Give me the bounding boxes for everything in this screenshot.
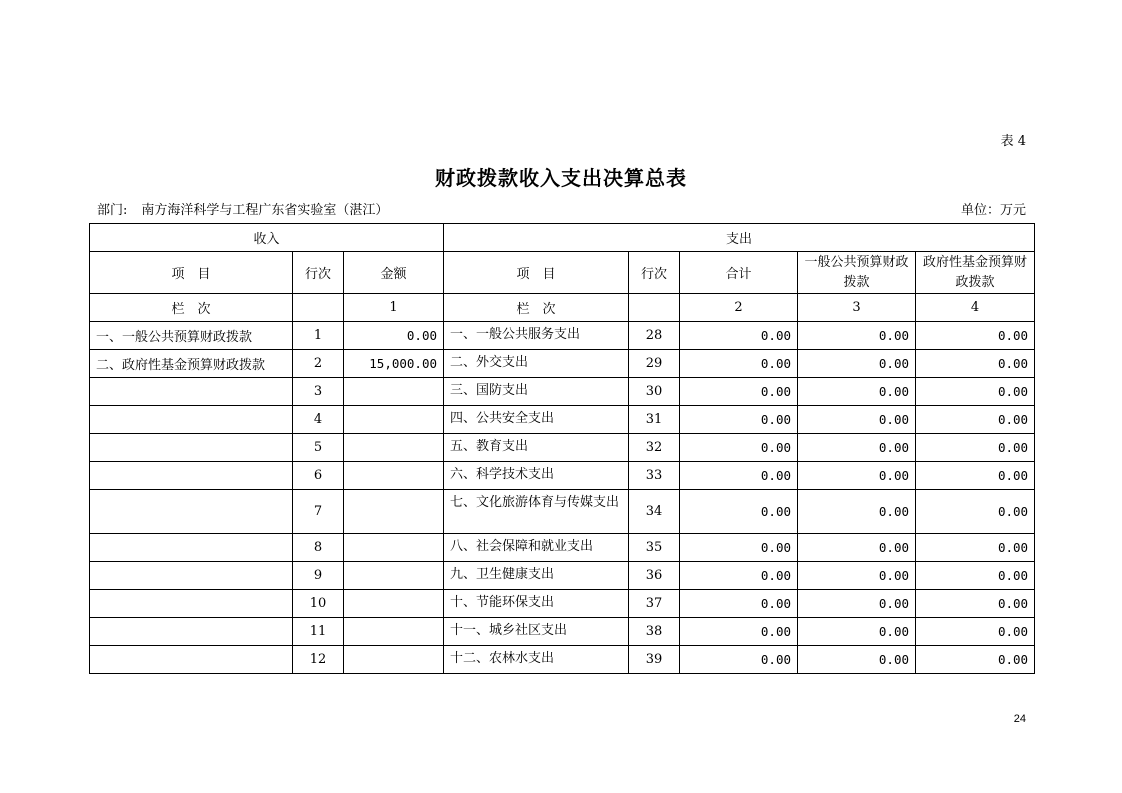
total-amount: 0.00: [680, 590, 798, 618]
total-header: 合计: [680, 252, 798, 294]
expense-item: 七、文化旅游体育与传媒支出: [444, 490, 629, 534]
income-item: [90, 590, 293, 618]
expense-header: 支出: [444, 224, 1035, 252]
income-row-no: 7: [293, 490, 344, 534]
expense-item-header: 项 目: [444, 252, 629, 294]
total-amount: 0.00: [680, 322, 798, 350]
table-number: 表 4: [1000, 134, 1026, 149]
income-row-no: 6: [293, 462, 344, 490]
general-budget-amount: 0.00: [798, 434, 916, 462]
expense-item: 十二、农林水支出: [444, 646, 629, 674]
expense-row-no: 29: [629, 350, 680, 378]
gov-fund-amount: 0.00: [916, 434, 1035, 462]
expense-row-no: 30: [629, 378, 680, 406]
gov-fund-amount: 0.00: [916, 562, 1035, 590]
income-amount: [344, 590, 444, 618]
header-row-columns: [90, 252, 1035, 294]
total-amount: 0.00: [680, 646, 798, 674]
page-title: 财政拨款收入支出决算总表: [435, 166, 687, 190]
income-row-no: 9: [293, 562, 344, 590]
table-row: [90, 462, 1035, 490]
income-amount: [344, 490, 444, 534]
general-budget-amount: 0.00: [798, 534, 916, 562]
income-header: 收入: [90, 224, 444, 252]
general-budget-amount: 0.00: [798, 350, 916, 378]
general-budget-amount: 0.00: [798, 646, 916, 674]
expense-col-4: 4: [916, 294, 1035, 322]
unit-label: 单位：万元: [960, 203, 1026, 218]
income-col-label: 栏 次: [90, 294, 293, 322]
table-row: [90, 378, 1035, 406]
table-row: [90, 434, 1035, 462]
income-item: [90, 646, 293, 674]
page-number: 24: [1013, 713, 1026, 725]
gov-fund-amount: 0.00: [916, 646, 1035, 674]
total-amount: 0.00: [680, 350, 798, 378]
expense-item: 四、公共安全支出: [444, 406, 629, 434]
expense-row-no-header: 行次: [629, 252, 680, 294]
expense-col-blank: [629, 294, 680, 322]
table-row: [90, 618, 1035, 646]
table-row: [90, 406, 1035, 434]
total-amount: 0.00: [680, 618, 798, 646]
income-amount: [344, 562, 444, 590]
income-item-header: 项 目: [90, 252, 293, 294]
income-item: [90, 406, 293, 434]
total-amount: 0.00: [680, 406, 798, 434]
income-row-no-header: 行次: [293, 252, 344, 294]
income-col-1: 1: [344, 294, 444, 322]
gov-fund-amount: 0.00: [916, 378, 1035, 406]
gov-fund-amount: 0.00: [916, 462, 1035, 490]
department-label: 部门:: [97, 203, 128, 218]
expense-item: 八、社会保障和就业支出: [444, 534, 629, 562]
income-amount: [344, 406, 444, 434]
income-amount: [344, 646, 444, 674]
general-budget-amount: 0.00: [798, 618, 916, 646]
general-budget-amount: 0.00: [798, 562, 916, 590]
income-row-no: 8: [293, 534, 344, 562]
table-row: [90, 562, 1035, 590]
expense-item: 五、教育支出: [444, 434, 629, 462]
income-item: [90, 462, 293, 490]
department-name: 南方海洋科学与工程广东省实验室（湛江）: [141, 203, 389, 218]
gov-fund-header: 政府性基金预算财政拨款: [916, 252, 1035, 294]
income-amount: [344, 462, 444, 490]
general-budget-amount: 0.00: [798, 378, 916, 406]
expense-item: 一、一般公共服务支出: [444, 322, 629, 350]
income-row-no: 5: [293, 434, 344, 462]
table-row: [90, 322, 1035, 350]
income-amount: [344, 618, 444, 646]
total-amount: 0.00: [680, 534, 798, 562]
income-amount: 15,000.00: [344, 350, 444, 378]
expense-col-label: 栏 次: [444, 294, 629, 322]
income-amount: [344, 434, 444, 462]
gov-fund-amount: 0.00: [916, 590, 1035, 618]
income-row-no: 4: [293, 406, 344, 434]
income-item: 一、一般公共预算财政拨款: [90, 322, 293, 350]
income-item: 二、政府性基金预算财政拨款: [90, 350, 293, 378]
income-item: [90, 434, 293, 462]
general-budget-amount: 0.00: [798, 322, 916, 350]
expense-row-no: 33: [629, 462, 680, 490]
expense-item: 十一、城乡社区支出: [444, 618, 629, 646]
gov-fund-amount: 0.00: [916, 350, 1035, 378]
income-row-no: 2: [293, 350, 344, 378]
gov-fund-amount: 0.00: [916, 618, 1035, 646]
general-budget-amount: 0.00: [798, 490, 916, 534]
expense-row-no: 28: [629, 322, 680, 350]
table-row: [90, 646, 1035, 674]
budget-table: [89, 223, 1035, 674]
income-row-no: 3: [293, 378, 344, 406]
income-row-no: 11: [293, 618, 344, 646]
income-amount: [344, 378, 444, 406]
total-amount: 0.00: [680, 434, 798, 462]
general-budget-amount: 0.00: [798, 462, 916, 490]
general-budget-header: 一般公共预算财政拨款: [798, 252, 916, 294]
header-row-column-index: [90, 294, 1035, 322]
income-row-no: 12: [293, 646, 344, 674]
income-row-no: 10: [293, 590, 344, 618]
expense-row-no: 32: [629, 434, 680, 462]
table-row: [90, 590, 1035, 618]
total-amount: 0.00: [680, 378, 798, 406]
total-amount: 0.00: [680, 462, 798, 490]
income-item: [90, 562, 293, 590]
table-row: [90, 490, 1035, 534]
expense-col-2: 2: [680, 294, 798, 322]
expense-row-no: 31: [629, 406, 680, 434]
expense-row-no: 37: [629, 590, 680, 618]
table-row: [90, 534, 1035, 562]
expense-row-no: 39: [629, 646, 680, 674]
expense-item: 二、外交支出: [444, 350, 629, 378]
expense-row-no: 35: [629, 534, 680, 562]
total-amount: 0.00: [680, 562, 798, 590]
gov-fund-amount: 0.00: [916, 534, 1035, 562]
gov-fund-amount: 0.00: [916, 406, 1035, 434]
income-amount-header: 金额: [344, 252, 444, 294]
expense-item: 六、科学技术支出: [444, 462, 629, 490]
expense-item: 十、节能环保支出: [444, 590, 629, 618]
income-amount: [344, 534, 444, 562]
expense-row-no: 36: [629, 562, 680, 590]
expense-col-3: 3: [798, 294, 916, 322]
table-row: [90, 350, 1035, 378]
income-col-blank: [293, 294, 344, 322]
header-row-sections: [90, 224, 1035, 252]
expense-row-no: 34: [629, 490, 680, 534]
gov-fund-amount: 0.00: [916, 490, 1035, 534]
income-item: [90, 534, 293, 562]
general-budget-amount: 0.00: [798, 406, 916, 434]
income-row-no: 1: [293, 322, 344, 350]
income-item: [90, 618, 293, 646]
expense-item: 三、国防支出: [444, 378, 629, 406]
income-item: [90, 378, 293, 406]
expense-item: 九、卫生健康支出: [444, 562, 629, 590]
total-amount: 0.00: [680, 490, 798, 534]
department-line: [97, 199, 388, 218]
income-amount: 0.00: [344, 322, 444, 350]
general-budget-amount: 0.00: [798, 590, 916, 618]
expense-row-no: 38: [629, 618, 680, 646]
gov-fund-amount: 0.00: [916, 322, 1035, 350]
income-item: [90, 490, 293, 534]
